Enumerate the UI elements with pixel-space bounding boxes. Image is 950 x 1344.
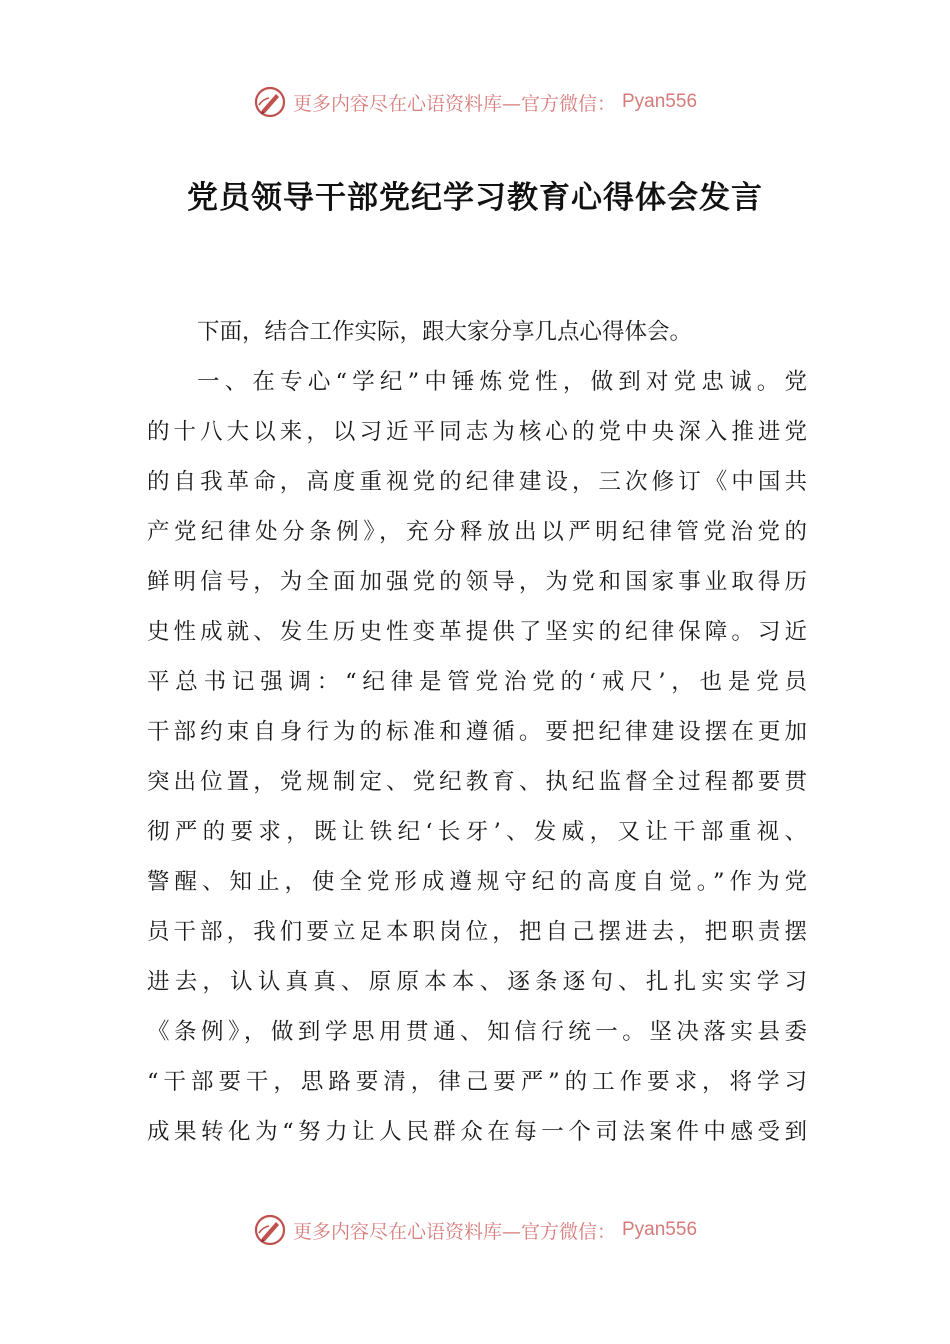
watermark-text: 更多内容尽在心语资料库—官方微信： xyxy=(292,92,616,115)
paragraph-line: 《条例》，做到学思用贯通、知信行统一。坚决落实县委 xyxy=(147,1019,807,1045)
paragraph-line: 平总书记强调：“纪律是管党治党的‘戒尺’，也是党员 xyxy=(147,669,807,695)
paragraph-line: 下面，结合工作实际，跟大家分享几点心得体会。 xyxy=(197,319,693,345)
pen-logo-icon xyxy=(253,1213,287,1247)
footer-watermark xyxy=(0,1212,950,1248)
paragraph-line: 的十八大以来，以习近平同志为核心的党中央深入推进党 xyxy=(147,419,807,445)
header-watermark xyxy=(0,84,950,120)
watermark-text: 更多内容尽在心语资料库—官方微信： xyxy=(292,1220,616,1243)
paragraph-line: 成果转化为“努力让人民群众在每一个司法案件中感受到 xyxy=(147,1119,807,1145)
watermark-handle: Pyan556 xyxy=(622,1219,698,1240)
paragraph-line: 突出位置，党规制定、党纪教育、执纪监督全过程都要贯 xyxy=(147,769,807,795)
paragraph-line: 史性成就、发生历史性变革提供了坚实的纪律保障。习近 xyxy=(147,619,807,645)
paragraph-line: 鲜明信号，为全面加强党的领导，为党和国家事业取得历 xyxy=(147,569,807,595)
paragraph-line: 的自我革命，高度重视党的纪律建设，三次修订《中国共 xyxy=(147,469,807,495)
paragraph-line: “干部要干，思路要清，律己要严”的工作要求，将学习 xyxy=(147,1069,807,1095)
pen-logo-icon xyxy=(253,85,287,119)
paragraph-line: 进去，认认真真、原原本本、逐条逐句、扎扎实实学习 xyxy=(147,969,807,995)
paragraph-line: 警醒、知止，使全党形成遵规守纪的高度自觉。”作为党 xyxy=(147,869,807,895)
paragraph-line: 干部约束自身行为的标准和遵循。要把纪律建设摆在更加 xyxy=(147,719,807,745)
paragraph-line: 彻严的要求，既让铁纪‘长牙’、发威，又让干部重视、 xyxy=(147,819,807,845)
watermark-handle: Pyan556 xyxy=(622,91,698,112)
paragraph-line: 产党纪律处分条例》，充分释放出以严明纪律管党治党的 xyxy=(147,519,807,545)
document-title: 党员领导干部党纪学习教育心得体会发言 xyxy=(187,180,763,216)
paragraph-line: 员干部，我们要立足本职岗位，把自己摆进去，把职责摆 xyxy=(147,919,807,945)
document-body xyxy=(147,307,807,1157)
paragraph-line: 一、在专心“学纪”中锤炼党性，做到对党忠诚。党 xyxy=(197,369,807,395)
